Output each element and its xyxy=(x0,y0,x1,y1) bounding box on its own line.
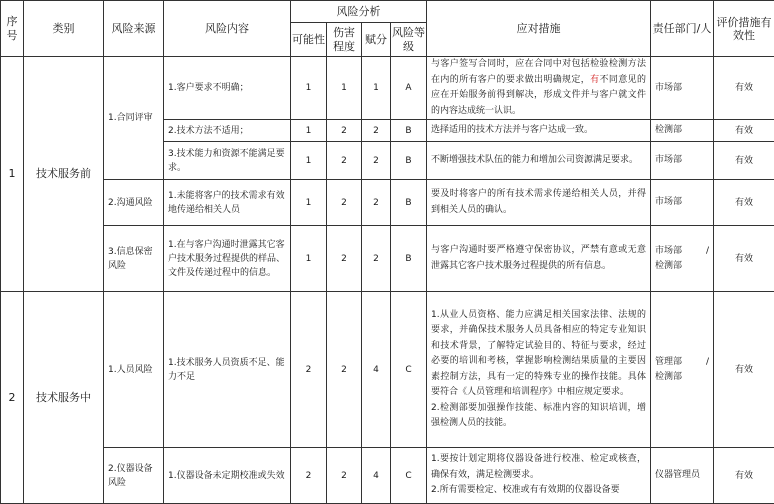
measure-text: 1.从业人员资格、能力应满足相关国家法律、法规的要求，并确保技术服务人员具备相应的特定专业知识和技术背景，了解特定试验目的、特征与要求，经过必要的培训和考核，掌握影响检测结果质量的主要因素控制方法，具有一定的特殊专业的操作技能。具体要符合《人员管理和培训程序》中相应规定要求。 2.检测部要加强操作技能、标准内容的知识培训，增强检测人员的技能。 xyxy=(427,292,651,448)
header-analysis: 风险分析 xyxy=(291,1,427,23)
header-source: 风险来源 xyxy=(104,1,164,57)
responsible-dept: 检测部 xyxy=(651,120,714,142)
risk-content: 1.仪器设备未定期校准或失效 xyxy=(164,448,291,504)
level-value: B xyxy=(391,180,427,226)
severity-value: 2 xyxy=(327,142,362,180)
risk-content: 2.技术方法不适用； xyxy=(164,120,291,142)
header-level: 风险等级 xyxy=(391,23,427,57)
score-value: 2 xyxy=(362,180,391,226)
effectiveness: 有效 xyxy=(714,292,774,448)
risk-source: 3.信息保密风险 xyxy=(104,226,164,292)
possibility-value: 1 xyxy=(291,57,327,120)
highlighted-text: 有 xyxy=(590,75,599,85)
score-value: 4 xyxy=(362,292,391,448)
score-value: 4 xyxy=(362,448,391,504)
possibility-value: 1 xyxy=(291,120,327,142)
score-value: 2 xyxy=(362,142,391,180)
level-value: C xyxy=(391,292,427,448)
header-row-1 xyxy=(1,1,774,23)
risk-source: 2.沟通风险 xyxy=(104,180,164,226)
risk-source: 1.合同评审 xyxy=(104,57,164,180)
header-dept: 责任部门/人 xyxy=(651,1,714,57)
risk-content: 1.在与客户沟通时泄露其它客户技术服务过程提供的样品、文件及传递过程中的信息。 xyxy=(164,226,291,292)
measure-text: 与客户沟通时要严格遵守保密协议，严禁有意或无意泄露其它客户技术服务过程提供的所有信息。 xyxy=(427,226,651,292)
risk-content: 3.技术能力和资源不能满足要求。 xyxy=(164,142,291,180)
level-value: B xyxy=(391,142,427,180)
risk-source: 1.人员风险 xyxy=(104,292,164,448)
possibility-value: 1 xyxy=(291,180,327,226)
header-possibility: 可能性 xyxy=(291,23,327,57)
severity-value: 2 xyxy=(327,120,362,142)
severity-value: 2 xyxy=(327,448,362,504)
severity-value: 2 xyxy=(327,292,362,448)
level-value: A xyxy=(391,57,427,120)
possibility-value: 2 xyxy=(291,448,327,504)
possibility-value: 1 xyxy=(291,142,327,180)
effectiveness: 有效 xyxy=(714,142,774,180)
group-index: 2 xyxy=(1,292,24,504)
level-value: C xyxy=(391,448,427,504)
severity-value: 1 xyxy=(327,57,362,120)
measure-text: 与客户签写合同时，应在合同中对包括检验检测方法在内的所有客户的要求做出明确规定，有不同意见的应在开始服务前得到解决，形成文件并与客户就文件的内容达成统一认识。 xyxy=(427,57,651,120)
risk-source: 2.仪器设备风险 xyxy=(104,448,164,504)
group-category: 技术服务中 xyxy=(24,292,104,504)
table-row xyxy=(1,180,774,226)
severity-value: 2 xyxy=(327,180,362,226)
effectiveness: 有效 xyxy=(714,57,774,120)
score-value: 1 xyxy=(362,57,391,120)
responsible-dept: 市场部 xyxy=(651,142,714,180)
effectiveness: 有效 xyxy=(714,448,774,504)
effectiveness: 有效 xyxy=(714,180,774,226)
responsible-dept: 管理部 / 检测部 xyxy=(651,292,714,448)
level-value: B xyxy=(391,120,427,142)
effectiveness: 有效 xyxy=(714,226,774,292)
responsible-dept: 仪器管理员 xyxy=(651,448,714,504)
score-value: 2 xyxy=(362,120,391,142)
score-value: 2 xyxy=(362,226,391,292)
header-index: 序号 xyxy=(1,1,24,57)
risk-content: 1.未能将客户的技术需求有效地传递给相关人员 xyxy=(164,180,291,226)
table-row xyxy=(1,57,774,120)
responsible-dept: 市场部 xyxy=(651,57,714,120)
header-score: 赋分 xyxy=(362,23,391,57)
header-evaluation: 评价措施有效性 xyxy=(714,1,774,57)
table-row xyxy=(1,226,774,292)
effectiveness: 有效 xyxy=(714,120,774,142)
measure-text: 选择适用的技术方法并与客户达成一致。 xyxy=(427,120,651,142)
responsible-dept: 市场部 xyxy=(651,180,714,226)
possibility-value: 1 xyxy=(291,226,327,292)
group-category: 技术服务前 xyxy=(24,57,104,292)
header-content: 风险内容 xyxy=(164,1,291,57)
measure-text: 要及时将客户的所有技术需求传递给相关人员，并得到相关人员的确认。 xyxy=(427,180,651,226)
possibility-value: 2 xyxy=(291,292,327,448)
table-row xyxy=(1,292,774,448)
measure-text: 不断增强技术队伍的能力和增加公司资源满足要求。 xyxy=(427,142,651,180)
risk-content: 1.客户要求不明确； xyxy=(164,57,291,120)
header-severity: 伤害程度 xyxy=(327,23,362,57)
measure-text: 1.要按计划定期将仪器设备进行校准、检定或核查，确保有效，满足检测要求。 2.所有需要检定、校准或有有效期的仪器设备要 xyxy=(427,448,651,504)
header-measures: 应对措施 xyxy=(427,1,651,57)
level-value: B xyxy=(391,226,427,292)
severity-value: 2 xyxy=(327,226,362,292)
header-category: 类别 xyxy=(24,1,104,57)
risk-content: 1.技术服务人员资质不足、能力不足 xyxy=(164,292,291,448)
table-row xyxy=(1,448,774,504)
responsible-dept: 市场部 / 检测部 xyxy=(651,226,714,292)
group-index: 1 xyxy=(1,57,24,292)
